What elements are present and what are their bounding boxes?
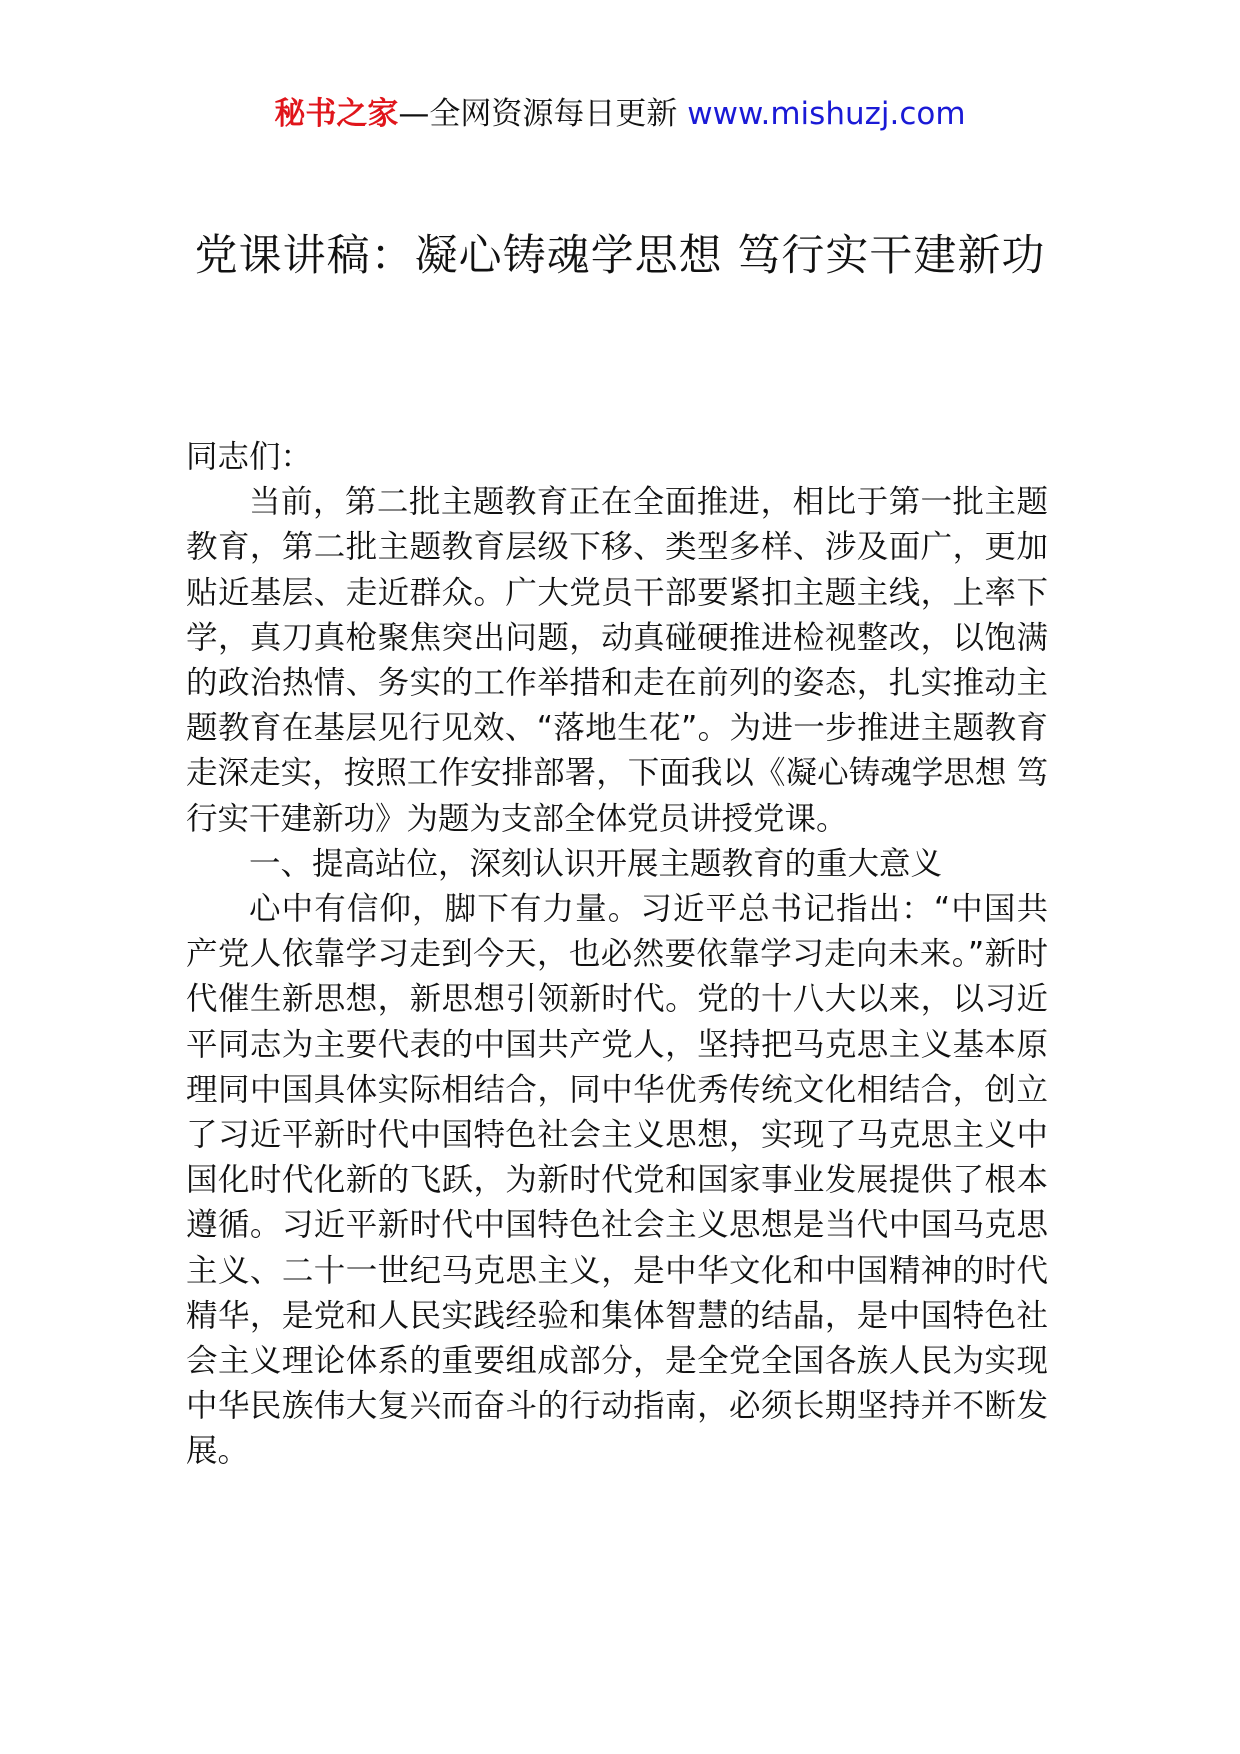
site-url-link[interactable]: www.mishuzj.com (687, 96, 966, 132)
paragraph-intro: 当前，第二批主题教育正在全面推进，相比于第一批主题教育，第二批主题教育层级下移、类型多样、涉及面广，更加贴近基层、走近群众。广大党员干部要紧扣主题主线，上率下学，真刀真枪聚焦突出问题，动真碰硬推进检视整改，以饱满的政治热情、务实的工作举措和走在前列的姿态，扎实推动主题教育在基层见行见效、“落地生花”。为进一步推进主题教育走深走实，按照工作安排部署，下面我以《凝心铸魂学思想 笃行实干建新功》为题为支部全体党员讲授党课。 (186, 484, 1048, 837)
watermark-header (0, 92, 1240, 136)
document-title: 党课讲稿：凝心铸魂学思想 笃行实干建新功 (194, 231, 1046, 281)
salutation: 同志们： (186, 439, 313, 475)
document-body (186, 435, 1048, 1475)
brand-name: 秘书之家 (274, 96, 399, 132)
paragraph-section-1: 心中有信仰，脚下有力量。习近平总书记指出：“中国共产党人依靠学习走到今天，也必然要依靠学习走向未来。”新时代催生新思想，新思想引领新时代。党的十八大以来，以习近平同志为主要代表的中国共产党人，坚持把马克思主义基本原理同中国具体实际相结合，同中华优秀传统文化相结合，创立了习近平新时代中国特色社会主义思想，实现了马克思主义中国化时代化新的飞跃，为新时代党和国家事业发展提供了根本遵循。习近平新时代中国特色社会主义思想是当代中国马克思主义、二十一世纪马克思主义，是中华文化和中国精神的时代精华，是党和人民实践经验和集体智慧的结晶，是中国特色社会主义理论体系的重要组成部分，是全党全国各族人民为实现中华民族伟大复兴而奋斗的行动指南，必须长期坚持并不断发展。 (186, 891, 1048, 1470)
section-heading-1: 一、提高站位，深刻认识开展主题教育的重大意义 (249, 845, 943, 882)
header-tagline: —全网资源每日更新 (398, 96, 688, 132)
